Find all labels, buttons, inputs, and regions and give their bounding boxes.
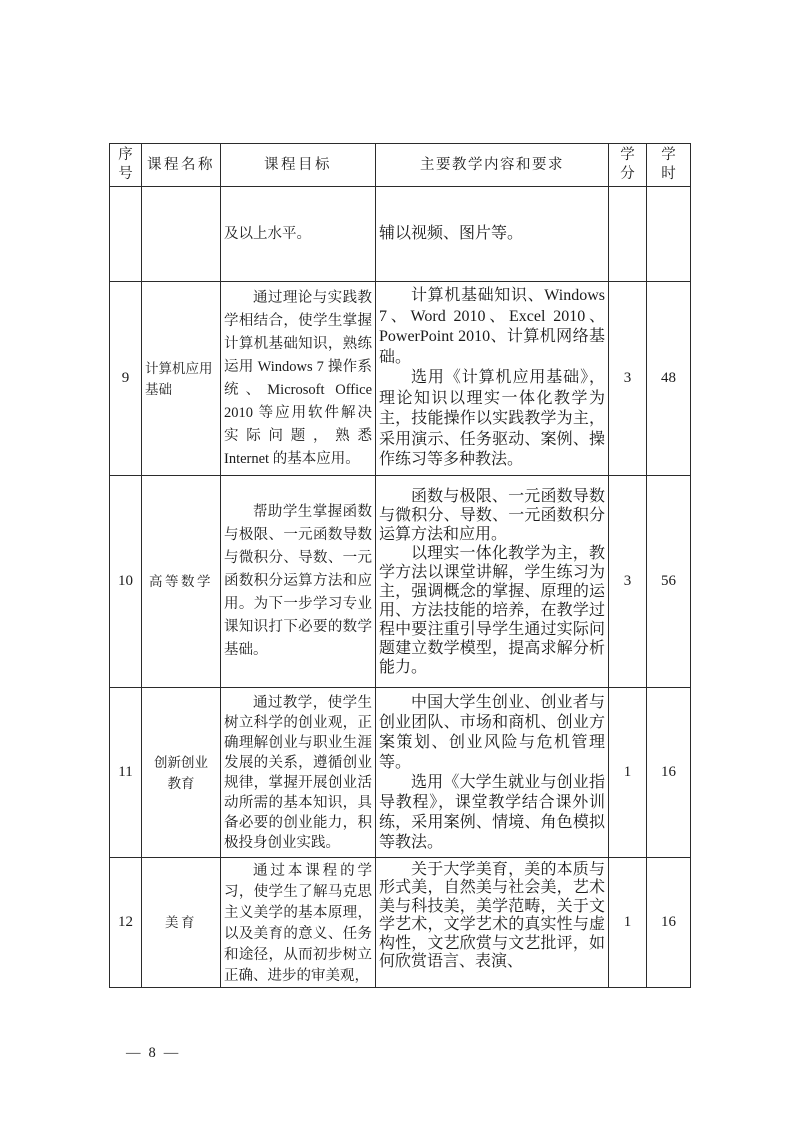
column-header-hours (647, 144, 691, 187)
row-no-cell: 10 (110, 476, 142, 688)
course-name-cell (142, 187, 221, 282)
content-paragraph: 中国大学生创业、创业者与创业团队、市场和商机、创业方案策划、创业风险与危机管理等。 (379, 693, 605, 771)
content-paragraph: 函数与极限、一元函数导数与微积分、导数、一元函数积分运算方法和应用。 (379, 487, 605, 543)
course-objective-cell (221, 858, 376, 988)
hours-cell: 16 (647, 688, 691, 858)
course-name-line: 教育 (167, 775, 195, 791)
column-header-credits-label: 学分 (620, 147, 635, 182)
hours-cell: 16 (647, 858, 691, 988)
content-paragraph: 关于大学美育，美的本质与形式美，自然美与社会美，艺术美与科技美，美学范畴，关于文学艺术，文学艺术的真实性与虚构性，文艺欣赏与文艺批评，如何欣赏语言、表演、 (379, 860, 605, 970)
table-row-9 (110, 282, 691, 476)
objective-paragraph: 通过教学，使学生树立科学的创业观，正确理解创业与职业生涯发展的关系，遵循创业规律，掌握开展创业活动所需的基本知识，具备必要的创业能力，积极投身创业实践。 (224, 694, 372, 851)
column-header-name: 课程名称 (142, 144, 221, 187)
course-content-cell (376, 688, 609, 858)
content-paragraph: 计算机基础知识、Windows 7、Word 2010、Excel 2010、PowerPoint 2010、计算机网络基础。 (379, 287, 605, 366)
content-paragraph: 选用《计算机应用基础》，理论知识以理实一体化教学为主，技能操作以实践教学为主，采用演示、任务驱动、案例、操作练习等多种教法。 (379, 369, 605, 469)
content-paragraph: 辅以视频、图片等。 (379, 225, 524, 242)
row-no-cell (110, 187, 142, 282)
content-paragraph: 以理实一体化教学为主，教学方法以课堂讲解，学生练习为主，强调概念的掌握、原理的运用、方法技能的培养，在教学过程中要注重引导学生通过实际问题建立数学模型，提高求解分析能力。 (379, 544, 605, 676)
row-no-cell: 9 (110, 282, 142, 476)
column-header-hours-label: 学时 (661, 147, 676, 182)
credits-cell: 1 (609, 858, 647, 988)
course-name-line: 创新创业 (154, 754, 208, 770)
objective-paragraph: 帮助学生掌握函数与极限、一元函数导数与微积分、导数、一元函数积分运算方法和应用。为下一步学习专业课知识打下必要的数学基础。 (224, 504, 372, 658)
column-header-no-label: 序号 (118, 147, 133, 182)
content-paragraph: 选用《大学生就业与创业指导教程》，课堂教学结合课外训练，采用案例、情境、角色模拟等教法。 (379, 773, 605, 851)
objective-paragraph: 及以上水平。 (224, 226, 311, 242)
table-row-10 (110, 476, 691, 688)
page-number: 8 (148, 1045, 156, 1061)
course-content-cell (376, 858, 609, 988)
course-name-line: 基础 (145, 381, 172, 397)
course-objective-cell (221, 187, 376, 282)
course-objective-cell (221, 476, 376, 688)
course-content-cell (376, 476, 609, 688)
objective-paragraph: 通过本课程的学习，使学生了解马克思主义美学的基本原理，以及美育的意义、任务和途径，从而初步树立正确、进步的审美观， (224, 862, 372, 984)
table-row-12 (110, 858, 691, 988)
credits-cell: 3 (609, 282, 647, 476)
column-header-credits (609, 144, 647, 187)
course-name-line: 计算机应用 (145, 360, 213, 376)
footer-dash-left: — (126, 1045, 141, 1061)
continuation-row (110, 187, 691, 282)
table-row-11 (110, 688, 691, 858)
row-no-cell: 11 (110, 688, 142, 858)
course-name-line: 高等数学 (149, 574, 213, 589)
hours-cell (647, 187, 691, 282)
page-footer (126, 1045, 178, 1062)
course-name-line: 美育 (165, 915, 197, 930)
course-objective-cell (221, 282, 376, 476)
table-header-row (110, 144, 691, 187)
course-name-cell (142, 688, 221, 858)
hours-cell: 56 (647, 476, 691, 688)
course-content-cell (376, 282, 609, 476)
course-objective-cell (221, 688, 376, 858)
course-name-cell (142, 476, 221, 688)
course-name-cell (142, 858, 221, 988)
column-header-content: 主要教学内容和要求 (376, 144, 609, 187)
footer-dash-right: — (163, 1045, 179, 1061)
course-content-cell (376, 187, 609, 282)
credits-cell: 1 (609, 688, 647, 858)
course-table (109, 143, 691, 988)
column-header-objective: 课程目标 (221, 144, 376, 187)
column-header-no (110, 144, 142, 187)
credits-cell: 3 (609, 476, 647, 688)
course-name-cell (142, 282, 221, 476)
objective-paragraph: 通过理论与实践教学相结合，使学生掌握计算机基础知识，熟练运用 Windows 7 操作系统、Microsoft Office 2010 等应用软件解决实际问题，熟悉 Internet 的基本应用。 (224, 289, 372, 467)
credits-cell (609, 187, 647, 282)
hours-cell: 48 (647, 282, 691, 476)
row-no-cell: 12 (110, 858, 142, 988)
